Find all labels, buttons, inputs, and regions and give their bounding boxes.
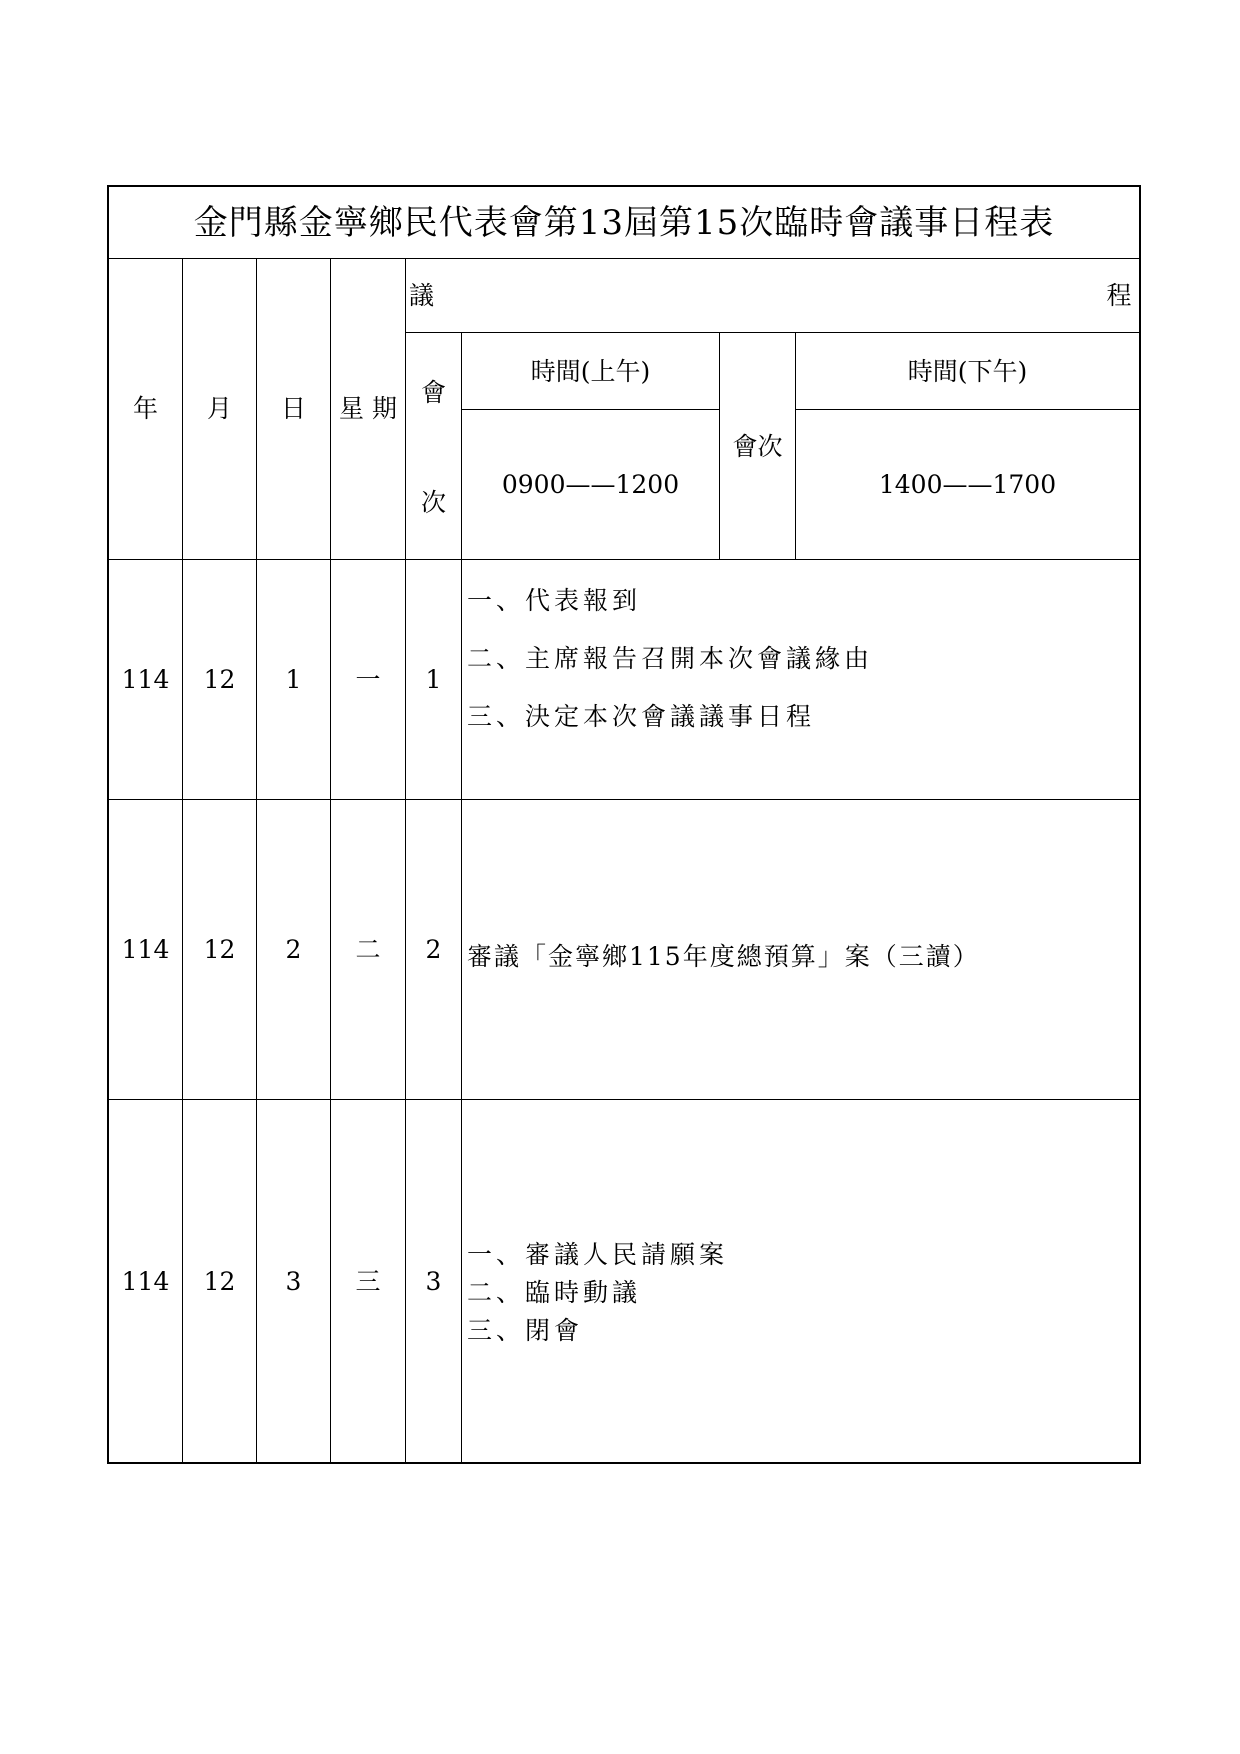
agenda-table [107,185,1141,1464]
row-2-agenda-item-1: 審議「金寧鄉115年度總預算」案（三讀） [467,942,980,971]
header-session-top: 會 [420,377,446,407]
header-day: 日 [280,394,306,423]
row-1-session: 1 [425,665,442,694]
row-2-day: 2 [285,935,302,964]
row-1-day: 1 [285,665,302,694]
row-2-year: 114 [121,935,170,964]
row-3-year: 114 [121,1266,170,1296]
header-session-bottom: 次 [420,487,446,517]
row-1-year: 114 [121,665,170,694]
header-afternoon-time: 1400——1700 [878,470,1057,499]
page-title: 金門縣金寧鄉民代表會第13屆第15次臨時會議事日程表 [193,202,1055,243]
header-month: 月 [206,394,232,423]
row-1-agenda-item-2: 二、主席報告召開本次會議緣由 [467,644,874,673]
header-agenda-left: 議 [409,280,435,310]
header-agenda-right: 程 [1106,280,1132,310]
row-3-session: 3 [425,1266,442,1296]
row-1-agenda-item-3: 三、決定本次會議議事日程 [467,702,816,731]
row-3-month: 12 [203,1266,236,1296]
row-1-month: 12 [203,665,236,694]
row-2-session: 2 [425,935,442,964]
row-2-weekday: 二 [355,935,381,964]
header-morning-time: 0900——1200 [501,470,680,499]
row-3-weekday: 三 [355,1266,381,1296]
row-3-agenda-item-2: 二、臨時動議 [467,1278,642,1307]
row-3-agenda-item-3: 三、閉會 [467,1316,584,1345]
row-3-agenda-item-1: 一、審議人民請願案 [467,1240,729,1269]
header-session-mid: 會次 [732,431,783,461]
header-year: 年 [132,394,158,423]
row-1-weekday: 一 [355,665,381,694]
row-2-month: 12 [203,935,236,964]
row-3-day: 3 [285,1266,302,1296]
header-weekday: 星 期 [339,394,397,423]
header-afternoon-label: 時間(下午) [907,356,1028,386]
header-morning-label: 時間(上午) [530,356,651,386]
row-1-agenda-item-1: 一、代表報到 [467,586,642,615]
